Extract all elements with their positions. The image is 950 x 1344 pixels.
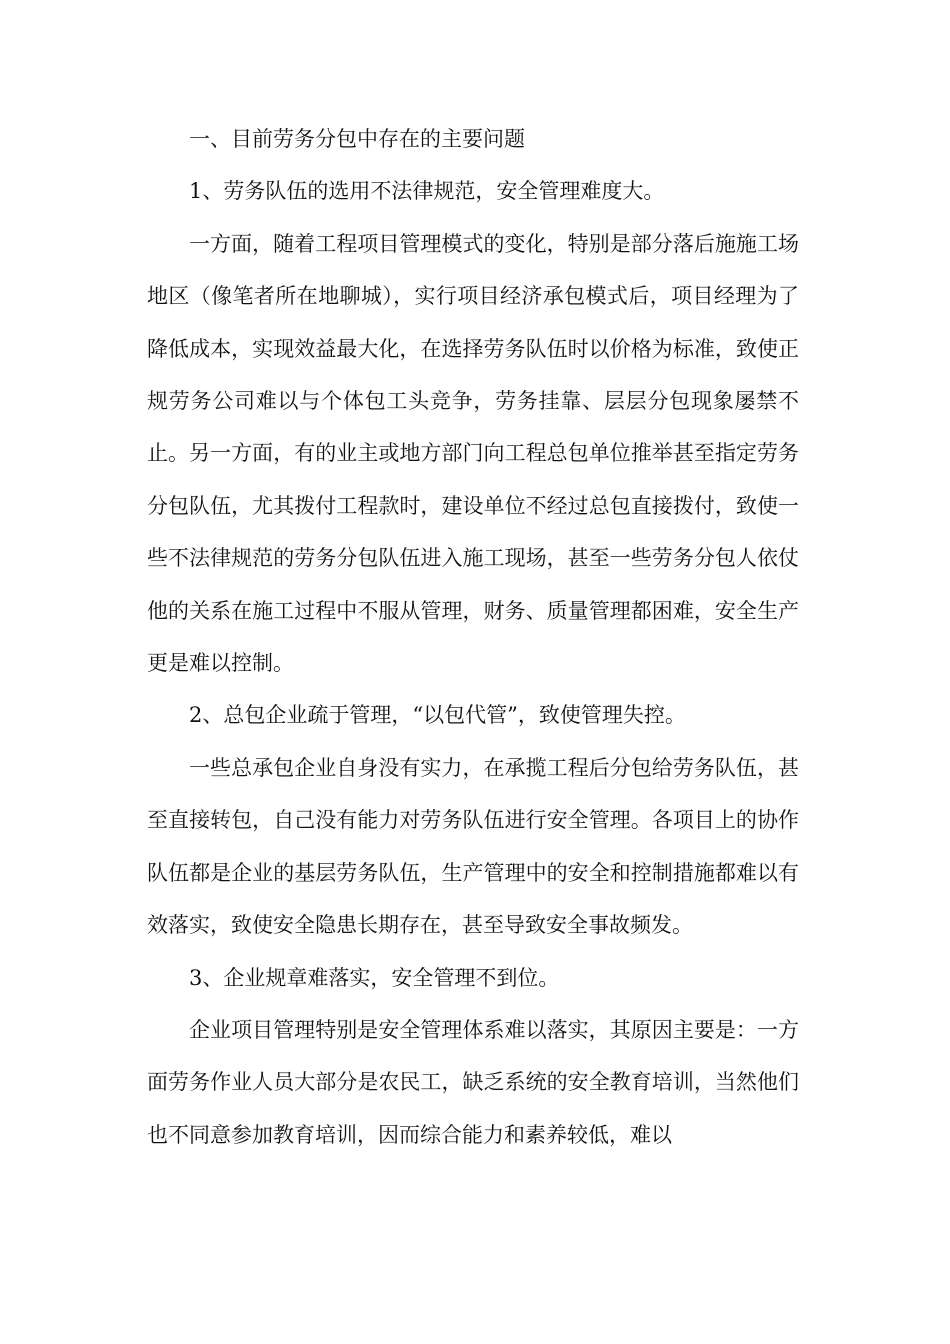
section-heading: 一、目前劳务分包中存在的主要问题 (189, 127, 525, 151)
body-paragraph-2: 一些总承包企业自身没有实力，在承揽工程后分包给劳务队伍，甚至直接转包，自己没有能力对劳务队伍进行安全管理。各项目上的协作队伍都是企业的基层劳务队伍，生产管理中的安全和控制措施都难以有效落实，致使安全隐患长期存在，甚至导致安全事故频发。 (147, 755, 799, 938)
body-paragraph-3: 企业项目管理特别是安全管理体系难以落实，其原因主要是：一方面劳务作业人员大部分是农民工，缺乏系统的安全教育培训，当然他们也不同意参加教育培训，因而综合能力和素养较低，难以 (147, 1017, 799, 1147)
body-paragraph-1: 一方面，随着工程项目管理模式的变化，特别是部分落后施施工场地区（像笔者所在地聊城），实行项目经济承包模式后，项目经理为了降低成本，实现效益最大化，在选择劳务队伍时以价格为标准，致使正规劳务公司难以与个体包工头竞争，劳务挂靠、层层分包现象屡禁不止。另一方面，有的业主或地方部门向工程总包单位推举甚至指定劳务分包队伍，尤其拨付工程款时，建设单位不经过总包直接拨付，致使一些不法律规范的劳务分包队伍进入施工现场，甚至一些劳务分包人依仗他的关系在施工过程中不服从管理，财务、质量管理都困难，安全生产更是难以控制。 (147, 231, 799, 676)
subheading-2: 2、总包企业疏于管理，“以包代管”，致使管理失控。 (189, 703, 686, 728)
document-body (147, 113, 799, 1161)
subheading-3: 3、企业规章难落实，安全管理不到位。 (189, 965, 560, 990)
subheading-1: 1、劳务队伍的选用不法律规范，安全管理难度大。 (189, 179, 665, 204)
